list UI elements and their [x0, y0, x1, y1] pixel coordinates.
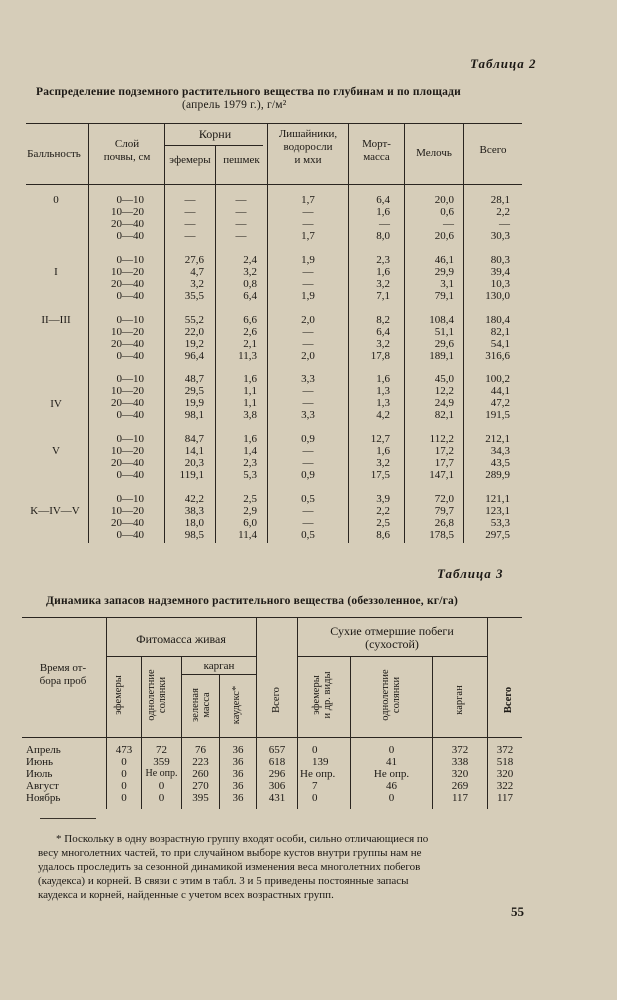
depth-cell: 10—20 [111, 206, 144, 218]
cell: 1,6 [376, 266, 390, 278]
depth-cell: 0—40 [116, 290, 144, 302]
depth-cell: 0—40 [116, 350, 144, 362]
cell: 54,1 [490, 338, 510, 350]
cell: 36 [232, 756, 244, 768]
cell: — [302, 445, 314, 457]
cell: 14,1 [184, 445, 204, 457]
cell: 96,4 [184, 350, 204, 362]
cell: 0 [121, 780, 127, 792]
cell: 3,2 [243, 266, 257, 278]
cell: 53,3 [490, 517, 510, 529]
cell: 0 [121, 792, 127, 804]
cell: 79,1 [434, 290, 454, 302]
th3-kaudeks: каудекс* [231, 685, 242, 725]
cell: 34,3 [490, 445, 510, 457]
depth-cell: 20—40 [111, 338, 144, 350]
cell: 191,5 [485, 409, 510, 421]
cell: 36 [232, 744, 244, 756]
cell: 180,4 [485, 314, 510, 326]
cell: 7 [312, 780, 318, 792]
table3-header-rule [22, 737, 522, 738]
cell: — [235, 230, 247, 242]
table3-title: Динамика запасов надземного растительного вещества (обеззоленное, кг/га) [46, 595, 458, 607]
th-efemery: эфемеры [169, 154, 211, 166]
cell: 6,6 [243, 314, 257, 326]
cell: 29,9 [434, 266, 454, 278]
cell: 24,9 [434, 397, 454, 409]
group-label: K—IV—V [30, 505, 80, 517]
cell: 44,1 [490, 385, 510, 397]
cell: 0,9 [301, 433, 315, 445]
cell: 269 [451, 780, 469, 792]
cell: 212,1 [485, 433, 510, 445]
cell: — [379, 218, 390, 230]
cell: — [302, 338, 314, 350]
cell: 10,3 [490, 278, 510, 290]
cell: 0 [158, 780, 165, 792]
th3-zelenaya: зеленая масса [190, 688, 212, 722]
cell: 3,2 [376, 338, 390, 350]
cell: 20,0 [434, 194, 454, 206]
cell: 0 [388, 744, 395, 756]
group-label: 0 [53, 194, 59, 206]
cell: 123,1 [485, 505, 510, 517]
cell: 41 [386, 756, 397, 768]
table3-suhie-rule [297, 656, 487, 657]
cell: 0 [312, 744, 318, 756]
cell: 82,1 [490, 326, 510, 338]
cell: 431 [268, 792, 286, 804]
cell: 119,1 [179, 469, 204, 481]
cell: 17,8 [370, 350, 390, 362]
depth-cell: 0—10 [116, 373, 144, 385]
group-label: IV [50, 398, 62, 410]
cell: 3,2 [376, 278, 390, 290]
cell: 36 [232, 792, 244, 804]
footnote-line: * Поскольку в одну возрастную группу входят особи, сильно отличающиеся по [56, 833, 429, 845]
cell: 0,8 [243, 278, 257, 290]
cell: 0 [312, 792, 318, 804]
cell: 20,3 [184, 457, 204, 469]
cell: 6,4 [243, 290, 257, 302]
table2-korni-rule [165, 145, 263, 146]
cell: 17,5 [370, 469, 390, 481]
th3-suhie: Сухие отмершие побеги (сухостой) [330, 624, 454, 651]
cell: 2,4 [243, 254, 257, 266]
month-cell: Июнь [26, 756, 54, 768]
cell: 320 [496, 768, 514, 780]
cell: 3,3 [301, 373, 315, 385]
group-label: II—III [41, 314, 71, 326]
cell: 121,1 [485, 493, 510, 505]
cell: 6,4 [376, 326, 390, 338]
cell: 2,0 [301, 350, 315, 362]
footnote-line: весу многолетних частей, то при случайном выборе кустов внутри группы нам не [38, 847, 422, 859]
table2-vline [267, 123, 268, 543]
cell: 1,1 [243, 385, 257, 397]
cell: — [235, 218, 247, 230]
depth-cell: 20—40 [111, 218, 144, 230]
cell: 3,1 [440, 278, 454, 290]
cell: 36 [232, 780, 244, 792]
cell: — [184, 218, 196, 230]
group-label: V [52, 445, 60, 457]
cell: 0,9 [301, 469, 315, 481]
cell: 26,8 [434, 517, 454, 529]
cell: 72 [156, 744, 167, 756]
th3-kargan: карган [203, 660, 235, 672]
cell: 42,2 [184, 493, 204, 505]
th3-fitomassa: Фитомасса живая [136, 632, 226, 646]
cell: 178,5 [429, 529, 454, 541]
table2-top-rule [26, 123, 522, 124]
cell: 3,8 [243, 409, 257, 421]
cell: 11,4 [238, 529, 257, 541]
cell: 2,5 [376, 517, 390, 529]
month-cell: Апрель [26, 744, 61, 756]
cell: 12,7 [370, 433, 390, 445]
cell: 518 [496, 756, 514, 768]
th-sloy: Слой почвы, см [103, 138, 151, 163]
cell: 1,1 [243, 397, 257, 409]
th-lishayniki: Лишайники, водоросли и мхи [278, 128, 338, 166]
cell: 289,9 [485, 469, 510, 481]
cell: — [302, 278, 314, 290]
footnote-line: каудекса и корней, найденные с учетом всех возрастных групп. [38, 889, 334, 901]
cell: 372 [496, 744, 514, 756]
cell: — [302, 505, 314, 517]
cell: Не опр. [373, 768, 410, 780]
cell: 320 [451, 768, 469, 780]
cell: — [302, 517, 314, 529]
table2-title-line1: Распределение подземного растительного вещества по глубинам и по площади [36, 86, 461, 98]
cell: — [443, 218, 454, 230]
cell: 130,0 [485, 290, 510, 302]
table3-vline [297, 617, 298, 809]
depth-cell: 0—40 [116, 469, 144, 481]
cell: 8,6 [376, 529, 390, 541]
cell: 322 [496, 780, 514, 792]
cell: 0,5 [301, 493, 315, 505]
cell: 39,4 [490, 266, 510, 278]
th3-kargan2: карган [454, 685, 465, 715]
cell: 1,7 [301, 230, 315, 242]
cell: — [302, 218, 314, 230]
depth-cell: 0—10 [116, 433, 144, 445]
cell: 112,2 [429, 433, 454, 445]
cell: — [235, 206, 247, 218]
th-melоch: Мелочь [416, 147, 452, 159]
depth-cell: 10—20 [111, 505, 144, 517]
cell: 2,2 [496, 206, 510, 218]
month-cell: Ноябрь [26, 792, 61, 804]
depth-cell: 20—40 [111, 517, 144, 529]
cell: 28,1 [490, 194, 510, 206]
cell: 1,3 [376, 385, 390, 397]
cell: 43,5 [490, 457, 510, 469]
table3-caption: Таблица 3 [437, 566, 504, 581]
depth-cell: 20—40 [111, 397, 144, 409]
depth-cell: 0—10 [116, 194, 144, 206]
cell: 51,1 [434, 326, 454, 338]
cell: 117 [496, 792, 514, 804]
cell: 260 [192, 768, 209, 780]
cell: 27,6 [184, 254, 204, 266]
cell: Не опр. [145, 768, 178, 779]
th3-efemery: эфемеры [113, 675, 124, 715]
th-korni: Корни [198, 127, 232, 141]
depth-cell: 0—10 [116, 254, 144, 266]
cell: 1,6 [376, 373, 390, 385]
cell: 147,1 [429, 469, 454, 481]
th-vsego: Всего [479, 144, 507, 156]
cell: 11,3 [238, 350, 257, 362]
cell: 76 [195, 744, 206, 756]
cell: — [184, 194, 196, 206]
cell: 2,2 [376, 505, 390, 517]
th3-odnoletnie2: однолетние солянки [380, 669, 402, 721]
cell: — [184, 230, 196, 242]
cell: 270 [192, 780, 209, 792]
cell: 22,0 [184, 326, 204, 338]
footnote-line: (каудекса) и корней. В связи с этим в табл. 3 и 5 приведены постоянные запасы [38, 875, 409, 887]
cell: 1,7 [301, 194, 315, 206]
cell: 2,6 [243, 326, 257, 338]
table2-vline [164, 123, 165, 543]
cell: 2,3 [243, 457, 257, 469]
cell: 618 [268, 756, 286, 768]
cell: 98,5 [184, 529, 204, 541]
cell: 117 [451, 792, 469, 804]
table2-vline [215, 145, 216, 543]
month-cell: Июль [26, 768, 53, 780]
footnote-line: удалось проследить за сезонной динамикой изменения веса многолетних побегов [38, 861, 421, 873]
depth-cell: 20—40 [111, 278, 144, 290]
cell: 46 [386, 780, 397, 792]
cell: 359 [153, 756, 170, 768]
cell: 139 [312, 756, 329, 768]
cell: 0 [158, 792, 165, 804]
depth-cell: 0—40 [116, 409, 144, 421]
cell: 0 [121, 756, 127, 768]
cell: 1,6 [376, 445, 390, 457]
cell: 2,5 [243, 493, 257, 505]
depth-cell: 10—20 [111, 445, 144, 457]
cell: 3,3 [301, 409, 315, 421]
th3-vsego: Всего [271, 687, 282, 713]
cell: 0 [388, 792, 395, 804]
page-number: 55 [511, 904, 524, 919]
depth-cell: 10—20 [111, 385, 144, 397]
cell: 657 [268, 744, 286, 756]
cell: 98,1 [184, 409, 204, 421]
cell: 395 [192, 792, 209, 804]
depth-cell: 20—40 [111, 457, 144, 469]
cell: 316,6 [485, 350, 510, 362]
depth-cell: 0—10 [116, 314, 144, 326]
table3-top-rule [22, 617, 522, 618]
cell: 18,0 [184, 517, 204, 529]
th3-vsego2: Всего [503, 686, 514, 714]
cell: 338 [451, 756, 469, 768]
cell: 189,1 [429, 350, 454, 362]
cell: — [184, 206, 196, 218]
cell: 47,2 [490, 397, 510, 409]
cell: 1,3 [376, 397, 390, 409]
table2-title-line2: (апрель 1979 г.), г/м² [182, 99, 287, 111]
cell: 46,1 [434, 254, 454, 266]
cell: 55,2 [184, 314, 204, 326]
depth-cell: 10—20 [111, 326, 144, 338]
cell: 1,6 [376, 206, 390, 218]
month-cell: Август [26, 780, 59, 792]
depth-cell: 10—20 [111, 266, 144, 278]
cell: 108,4 [429, 314, 454, 326]
cell: 6,4 [376, 194, 390, 206]
cell: 29,6 [434, 338, 454, 350]
cell: 3,2 [376, 457, 390, 469]
cell: — [302, 385, 314, 397]
cell: 306 [268, 780, 286, 792]
cell: 6,0 [243, 517, 257, 529]
cell: 100,2 [485, 373, 510, 385]
cell: 80,3 [490, 254, 510, 266]
cell: 19,9 [184, 397, 204, 409]
cell: 45,0 [434, 373, 454, 385]
cell: — [302, 326, 314, 338]
cell: 1,9 [301, 290, 315, 302]
cell: 30,3 [490, 230, 510, 242]
th-ballnost: Балльность [27, 148, 81, 160]
cell: 2,9 [243, 505, 257, 517]
group-label: I [54, 266, 58, 278]
cell: — [302, 206, 314, 218]
cell: 35,5 [184, 290, 204, 302]
cell: 12,2 [434, 385, 454, 397]
cell: 8,2 [376, 314, 390, 326]
table2-header-rule [26, 184, 522, 185]
cell: — [235, 194, 247, 206]
th3-vremya: Время от- бора проб [39, 662, 87, 687]
cell: 17,2 [434, 445, 454, 457]
cell: 48,7 [184, 373, 204, 385]
cell: 372 [451, 744, 469, 756]
th3-efemery-dr: эфемеры и др. виды [311, 671, 333, 719]
cell: 5,3 [243, 469, 257, 481]
cell: 1,6 [243, 373, 257, 385]
cell: 0,5 [301, 529, 315, 541]
cell: 84,7 [184, 433, 204, 445]
cell: 4,2 [376, 409, 390, 421]
cell: 296 [268, 768, 286, 780]
cell: 2,3 [376, 254, 390, 266]
cell: 1,9 [301, 254, 315, 266]
cell: 297,5 [485, 529, 510, 541]
cell: 3,2 [190, 278, 204, 290]
cell: 0,6 [440, 206, 454, 218]
table2-caption: Таблица 2 [470, 56, 537, 71]
cell: 29,5 [184, 385, 204, 397]
cell: 72,0 [434, 493, 454, 505]
cell: 20,6 [434, 230, 454, 242]
footnote-rule [40, 818, 96, 819]
cell: — [499, 218, 510, 230]
cell: 17,7 [434, 457, 454, 469]
cell: Не опр. [300, 768, 336, 780]
th3-odnoletnie: однолетние солянки [146, 669, 168, 721]
cell: 7,1 [376, 290, 390, 302]
cell: — [302, 266, 314, 278]
cell: — [302, 457, 314, 469]
cell: 223 [192, 756, 209, 768]
th-peshmek: пешмек [223, 154, 260, 166]
depth-cell: 0—40 [116, 230, 144, 242]
cell: 0 [121, 768, 127, 780]
cell: 2,1 [243, 338, 257, 350]
depth-cell: 0—10 [116, 493, 144, 505]
table2-vline [88, 123, 89, 543]
cell: 79,7 [434, 505, 454, 517]
cell: 1,4 [243, 445, 257, 457]
depth-cell: 0—40 [116, 529, 144, 541]
cell: 3,9 [376, 493, 390, 505]
cell: 2,0 [301, 314, 315, 326]
cell: 1,6 [243, 433, 257, 445]
cell: 82,1 [434, 409, 454, 421]
cell: 19,2 [184, 338, 204, 350]
cell: 8,0 [376, 230, 390, 242]
cell: 4,7 [190, 266, 204, 278]
th-mortmassa: Морт- масса [362, 138, 391, 163]
cell: — [302, 397, 314, 409]
cell: 36 [232, 768, 244, 780]
cell: 473 [115, 744, 133, 756]
cell: 38,3 [184, 505, 204, 517]
